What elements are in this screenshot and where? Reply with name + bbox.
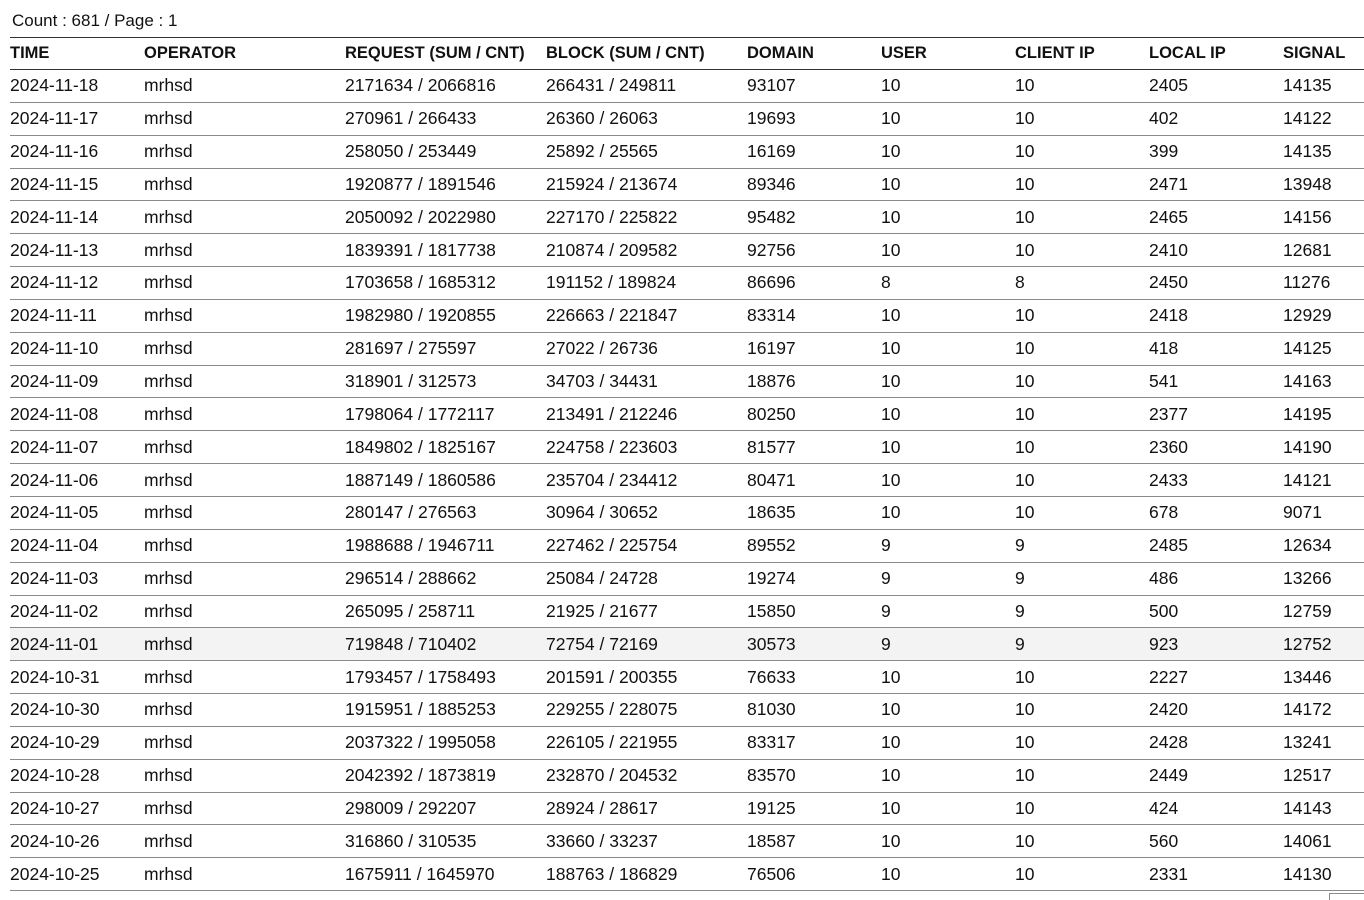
cell-domain: 83317 [747, 732, 796, 753]
cell-signal: 14122 [1283, 108, 1332, 129]
header-local-ip[interactable]: LOCAL IP [1149, 44, 1226, 62]
cell-client-ip: 10 [1015, 830, 1035, 851]
cell-signal: 12929 [1283, 305, 1332, 326]
cell-signal: 12752 [1283, 633, 1332, 654]
cell-operator: mrhsd [144, 535, 193, 556]
cell-signal: 12759 [1283, 600, 1332, 621]
cell-user: 8 [881, 272, 891, 293]
cell-client-ip: 10 [1015, 338, 1035, 359]
cell-request: 296514 / 288662 [345, 568, 477, 589]
cell-user: 10 [881, 830, 901, 851]
cell-time: 2024-11-11 [10, 305, 97, 326]
header-request[interactable]: REQUEST (SUM / CNT) [345, 44, 525, 62]
cell-local-ip: 402 [1149, 108, 1179, 129]
cell-domain: 80250 [747, 403, 796, 424]
cell-user: 10 [881, 797, 901, 818]
cell-request: 2042392 / 1873819 [345, 765, 496, 786]
cell-block: 229255 / 228075 [546, 699, 678, 720]
cell-block: 227462 / 225754 [546, 535, 678, 556]
cell-operator: mrhsd [144, 108, 193, 129]
cell-domain: 86696 [747, 272, 796, 293]
cell-block: 266431 / 249811 [546, 75, 677, 96]
header-block[interactable]: BLOCK (SUM / CNT) [546, 44, 705, 62]
cell-local-ip: 2360 [1149, 436, 1188, 457]
cell-time: 2024-10-25 [10, 863, 100, 884]
cell-local-ip: 2450 [1149, 272, 1188, 293]
cell-block: 25892 / 25565 [546, 141, 658, 162]
cell-domain: 76506 [747, 863, 796, 884]
cell-client-ip: 9 [1015, 633, 1025, 654]
cell-local-ip: 2433 [1149, 469, 1188, 490]
cell-local-ip: 2449 [1149, 765, 1188, 786]
cell-operator: mrhsd [144, 403, 193, 424]
cell-block: 72754 / 72169 [546, 633, 658, 654]
cell-operator: mrhsd [144, 469, 193, 490]
cell-local-ip: 2227 [1149, 666, 1188, 687]
cell-local-ip: 2410 [1149, 239, 1188, 260]
cell-signal: 13446 [1283, 666, 1332, 687]
header-signal[interactable]: SIGNAL [1283, 44, 1346, 62]
cell-operator: mrhsd [144, 272, 193, 293]
table-row[interactable] [10, 694, 1364, 727]
table-row[interactable] [10, 398, 1364, 431]
table-body [10, 70, 1364, 891]
cell-time: 2024-11-02 [10, 600, 99, 621]
cell-operator: mrhsd [144, 436, 193, 457]
cell-operator: mrhsd [144, 568, 193, 589]
cell-signal: 13266 [1283, 568, 1332, 589]
cell-request: 280147 / 276563 [345, 502, 477, 523]
header-domain[interactable]: DOMAIN [747, 44, 814, 62]
cell-operator: mrhsd [144, 206, 193, 227]
cell-client-ip: 10 [1015, 239, 1035, 260]
cell-user: 10 [881, 108, 901, 129]
cell-local-ip: 2331 [1149, 863, 1188, 884]
record-count-summary: Count : 681 / Page : 1 [12, 11, 178, 30]
cell-user: 9 [881, 633, 891, 654]
cell-domain: 81030 [747, 699, 796, 720]
cell-signal: 14061 [1283, 830, 1332, 851]
cell-client-ip: 10 [1015, 206, 1035, 227]
cell-block: 213491 / 212246 [546, 403, 678, 424]
cell-local-ip: 541 [1149, 371, 1179, 392]
cell-client-ip: 10 [1015, 371, 1035, 392]
cell-client-ip: 10 [1015, 502, 1035, 523]
cell-client-ip: 10 [1015, 732, 1035, 753]
cell-operator: mrhsd [144, 863, 193, 884]
table-row[interactable] [10, 365, 1364, 398]
cell-local-ip: 560 [1149, 830, 1179, 851]
cell-client-ip: 10 [1015, 141, 1035, 162]
cell-client-ip: 10 [1015, 305, 1035, 326]
cell-signal: 14156 [1283, 206, 1332, 227]
cell-domain: 92756 [747, 239, 796, 260]
table-header-row [10, 38, 1364, 70]
cell-operator: mrhsd [144, 797, 193, 818]
cell-time: 2024-11-14 [10, 206, 99, 227]
cell-local-ip: 2420 [1149, 699, 1188, 720]
cell-local-ip: 678 [1149, 502, 1179, 523]
cell-time: 2024-11-03 [10, 568, 99, 589]
cell-local-ip: 500 [1149, 600, 1179, 621]
cell-request: 1920877 / 1891546 [345, 173, 496, 194]
cell-request: 1675911 / 1645970 [345, 863, 495, 884]
cell-block: 191152 / 189824 [546, 272, 677, 293]
cell-block: 235704 / 234412 [546, 469, 678, 490]
cell-time: 2024-11-10 [10, 338, 99, 359]
cell-user: 9 [881, 600, 891, 621]
cell-request: 719848 / 710402 [345, 633, 477, 654]
cell-domain: 83314 [747, 305, 796, 326]
cell-user: 10 [881, 206, 901, 227]
cell-request: 270961 / 266433 [345, 108, 477, 129]
cell-domain: 19125 [747, 797, 796, 818]
cell-client-ip: 9 [1015, 535, 1025, 556]
cell-user: 10 [881, 371, 901, 392]
cell-domain: 89346 [747, 173, 796, 194]
cell-signal: 14172 [1283, 699, 1332, 720]
cell-request: 318901 / 312573 [345, 371, 477, 392]
cell-block: 210874 / 209582 [546, 239, 678, 260]
table-row[interactable] [10, 759, 1364, 792]
cell-block: 188763 / 186829 [546, 863, 678, 884]
cell-block: 226663 / 221847 [546, 305, 678, 326]
cell-operator: mrhsd [144, 732, 193, 753]
header-user[interactable]: USER [881, 44, 927, 62]
table-row[interactable] [10, 858, 1364, 891]
cell-request: 1703658 / 1685312 [345, 272, 496, 293]
cell-signal: 14190 [1283, 436, 1332, 457]
cell-client-ip: 10 [1015, 469, 1035, 490]
cell-client-ip: 10 [1015, 108, 1035, 129]
table-row[interactable] [10, 628, 1364, 661]
header-client-ip[interactable]: CLIENT IP [1015, 44, 1095, 62]
cell-operator: mrhsd [144, 600, 193, 621]
cell-operator: mrhsd [144, 666, 193, 687]
table-row[interactable] [10, 661, 1364, 694]
cell-time: 2024-11-04 [10, 535, 99, 556]
cell-request: 265095 / 258711 [345, 600, 476, 621]
cell-block: 27022 / 26736 [546, 338, 658, 359]
cell-time: 2024-11-08 [10, 403, 99, 424]
cell-signal: 14130 [1283, 863, 1332, 884]
cell-domain: 83570 [747, 765, 796, 786]
cell-local-ip: 2465 [1149, 206, 1188, 227]
cell-time: 2024-11-15 [10, 173, 99, 194]
table-row[interactable] [10, 595, 1364, 628]
cell-time: 2024-11-05 [10, 502, 99, 523]
cell-user: 10 [881, 765, 901, 786]
table-row[interactable] [10, 726, 1364, 759]
cell-domain: 89552 [747, 535, 796, 556]
table-row[interactable] [10, 431, 1364, 464]
cell-request: 2171634 / 2066816 [345, 75, 496, 96]
cell-block: 227170 / 225822 [546, 206, 678, 227]
cell-user: 10 [881, 141, 901, 162]
table-row[interactable] [10, 102, 1364, 135]
cell-user: 9 [881, 535, 891, 556]
cell-domain: 18876 [747, 371, 796, 392]
cell-domain: 16197 [747, 338, 796, 359]
cell-signal: 12517 [1283, 765, 1332, 786]
cell-user: 10 [881, 436, 901, 457]
cell-signal: 14163 [1283, 371, 1332, 392]
cell-local-ip: 2428 [1149, 732, 1188, 753]
cell-operator: mrhsd [144, 765, 193, 786]
cell-local-ip: 399 [1149, 141, 1179, 162]
table-row[interactable] [10, 201, 1364, 234]
cell-domain: 81577 [747, 436, 796, 457]
cell-operator: mrhsd [144, 305, 193, 326]
cell-operator: mrhsd [144, 633, 193, 654]
cell-time: 2024-11-01 [10, 633, 99, 654]
cell-local-ip: 2418 [1149, 305, 1188, 326]
cell-user: 10 [881, 666, 901, 687]
cell-signal: 13241 [1283, 732, 1332, 753]
cell-local-ip: 2377 [1149, 403, 1188, 424]
cell-block: 224758 / 223603 [546, 436, 678, 457]
table-row[interactable] [10, 168, 1364, 201]
cell-client-ip: 8 [1015, 272, 1025, 293]
cell-block: 28924 / 28617 [546, 797, 658, 818]
cell-local-ip: 2485 [1149, 535, 1188, 556]
cell-block: 226105 / 221955 [546, 732, 678, 753]
cell-time: 2024-11-16 [10, 141, 99, 162]
table-row[interactable] [10, 135, 1364, 168]
cell-domain: 18635 [747, 502, 796, 523]
cell-user: 10 [881, 75, 901, 96]
cell-user: 10 [881, 338, 901, 359]
cell-request: 1982980 / 1920855 [345, 305, 496, 326]
cell-operator: mrhsd [144, 830, 193, 851]
cell-request: 298009 / 292207 [345, 797, 477, 818]
cell-domain: 15850 [747, 600, 796, 621]
cell-domain: 19693 [747, 108, 796, 129]
cell-user: 10 [881, 305, 901, 326]
cell-signal: 14121 [1283, 469, 1332, 490]
cell-operator: mrhsd [144, 141, 193, 162]
cell-user: 10 [881, 699, 901, 720]
cell-client-ip: 10 [1015, 666, 1035, 687]
table-row[interactable] [10, 267, 1364, 300]
cell-time: 2024-11-09 [10, 371, 99, 392]
cell-block: 25084 / 24728 [546, 568, 658, 589]
cell-client-ip: 10 [1015, 75, 1035, 96]
cell-request: 2050092 / 2022980 [345, 206, 496, 227]
cell-domain: 80471 [747, 469, 796, 490]
cell-user: 10 [881, 403, 901, 424]
cell-request: 281697 / 275597 [345, 338, 477, 359]
table-row[interactable] [10, 792, 1364, 825]
cell-operator: mrhsd [144, 338, 193, 359]
cell-client-ip: 9 [1015, 600, 1025, 621]
cell-time: 2024-10-28 [10, 765, 100, 786]
cell-operator: mrhsd [144, 371, 193, 392]
cell-time: 2024-11-18 [10, 75, 99, 96]
cell-signal: 14135 [1283, 75, 1332, 96]
table-row[interactable] [10, 464, 1364, 497]
cell-user: 10 [881, 239, 901, 260]
cell-signal: 9071 [1283, 502, 1322, 523]
cell-time: 2024-10-27 [10, 797, 100, 818]
cell-domain: 19274 [747, 568, 796, 589]
cell-request: 1988688 / 1946711 [345, 535, 495, 556]
cell-client-ip: 10 [1015, 436, 1035, 457]
cell-domain: 18587 [747, 830, 796, 851]
cell-client-ip: 10 [1015, 173, 1035, 194]
cell-local-ip: 2471 [1149, 173, 1188, 194]
cell-time: 2024-11-17 [10, 108, 99, 129]
table-row[interactable] [10, 332, 1364, 365]
corner-handle [1329, 893, 1364, 900]
cell-client-ip: 10 [1015, 863, 1035, 884]
cell-block: 26360 / 26063 [546, 108, 658, 129]
cell-client-ip: 10 [1015, 765, 1035, 786]
cell-domain: 76633 [747, 666, 796, 687]
cell-user: 10 [881, 502, 901, 523]
table-row[interactable] [10, 234, 1364, 267]
cell-request: 1887149 / 1860586 [345, 469, 496, 490]
cell-block: 30964 / 30652 [546, 502, 658, 523]
table-row[interactable] [10, 562, 1364, 595]
cell-local-ip: 923 [1149, 633, 1179, 654]
cell-time: 2024-11-12 [10, 272, 99, 293]
table-row[interactable] [10, 70, 1364, 103]
cell-operator: mrhsd [144, 699, 193, 720]
cell-domain: 95482 [747, 206, 796, 227]
cell-signal: 14195 [1283, 403, 1332, 424]
cell-local-ip: 424 [1149, 797, 1179, 818]
table-row[interactable] [10, 529, 1364, 562]
header-operator[interactable]: OPERATOR [144, 44, 236, 62]
cell-user: 10 [881, 863, 901, 884]
cell-operator: mrhsd [144, 75, 193, 96]
cell-client-ip: 9 [1015, 568, 1025, 589]
cell-operator: mrhsd [144, 173, 193, 194]
cell-local-ip: 486 [1149, 568, 1179, 589]
table-row[interactable] [10, 496, 1364, 529]
cell-block: 33660 / 33237 [546, 830, 658, 851]
cell-block: 21925 / 21677 [546, 600, 658, 621]
cell-time: 2024-11-06 [10, 469, 99, 490]
table-row[interactable] [10, 299, 1364, 332]
cell-domain: 30573 [747, 633, 796, 654]
cell-time: 2024-10-31 [10, 666, 100, 687]
cell-signal: 14135 [1283, 141, 1332, 162]
cell-time: 2024-10-26 [10, 830, 100, 851]
cell-time: 2024-10-30 [10, 699, 100, 720]
cell-user: 10 [881, 469, 901, 490]
header-time[interactable]: TIME [10, 44, 50, 62]
cell-time: 2024-11-13 [10, 239, 99, 260]
cell-request: 2037322 / 1995058 [345, 732, 496, 753]
cell-user: 10 [881, 173, 901, 194]
cell-local-ip: 418 [1149, 338, 1179, 359]
cell-request: 1915951 / 1885253 [345, 699, 496, 720]
cell-signal: 11276 [1283, 272, 1331, 293]
cell-block: 34703 / 34431 [546, 371, 658, 392]
cell-client-ip: 10 [1015, 699, 1035, 720]
cell-operator: mrhsd [144, 502, 193, 523]
cell-signal: 12634 [1283, 535, 1332, 556]
cell-time: 2024-10-29 [10, 732, 100, 753]
cell-request: 1849802 / 1825167 [345, 436, 496, 457]
cell-request: 1793457 / 1758493 [345, 666, 496, 687]
daily-stats-table [10, 37, 1364, 891]
cell-signal: 13948 [1283, 173, 1332, 194]
cell-request: 316860 / 310535 [345, 830, 477, 851]
cell-request: 1839391 / 1817738 [345, 239, 496, 260]
cell-operator: mrhsd [144, 239, 193, 260]
cell-signal: 12681 [1283, 239, 1332, 260]
cell-request: 258050 / 253449 [345, 141, 477, 162]
cell-signal: 14143 [1283, 797, 1332, 818]
cell-user: 9 [881, 568, 891, 589]
cell-user: 10 [881, 732, 901, 753]
cell-block: 201591 / 200355 [546, 666, 678, 687]
cell-block: 232870 / 204532 [546, 765, 678, 786]
cell-client-ip: 10 [1015, 797, 1035, 818]
cell-client-ip: 10 [1015, 403, 1035, 424]
cell-time: 2024-11-07 [10, 436, 99, 457]
cell-local-ip: 2405 [1149, 75, 1188, 96]
cell-domain: 16169 [747, 141, 796, 162]
table-row[interactable] [10, 825, 1364, 858]
cell-signal: 14125 [1283, 338, 1332, 359]
cell-block: 215924 / 213674 [546, 173, 678, 194]
cell-domain: 93107 [747, 75, 796, 96]
cell-request: 1798064 / 1772117 [345, 403, 495, 424]
